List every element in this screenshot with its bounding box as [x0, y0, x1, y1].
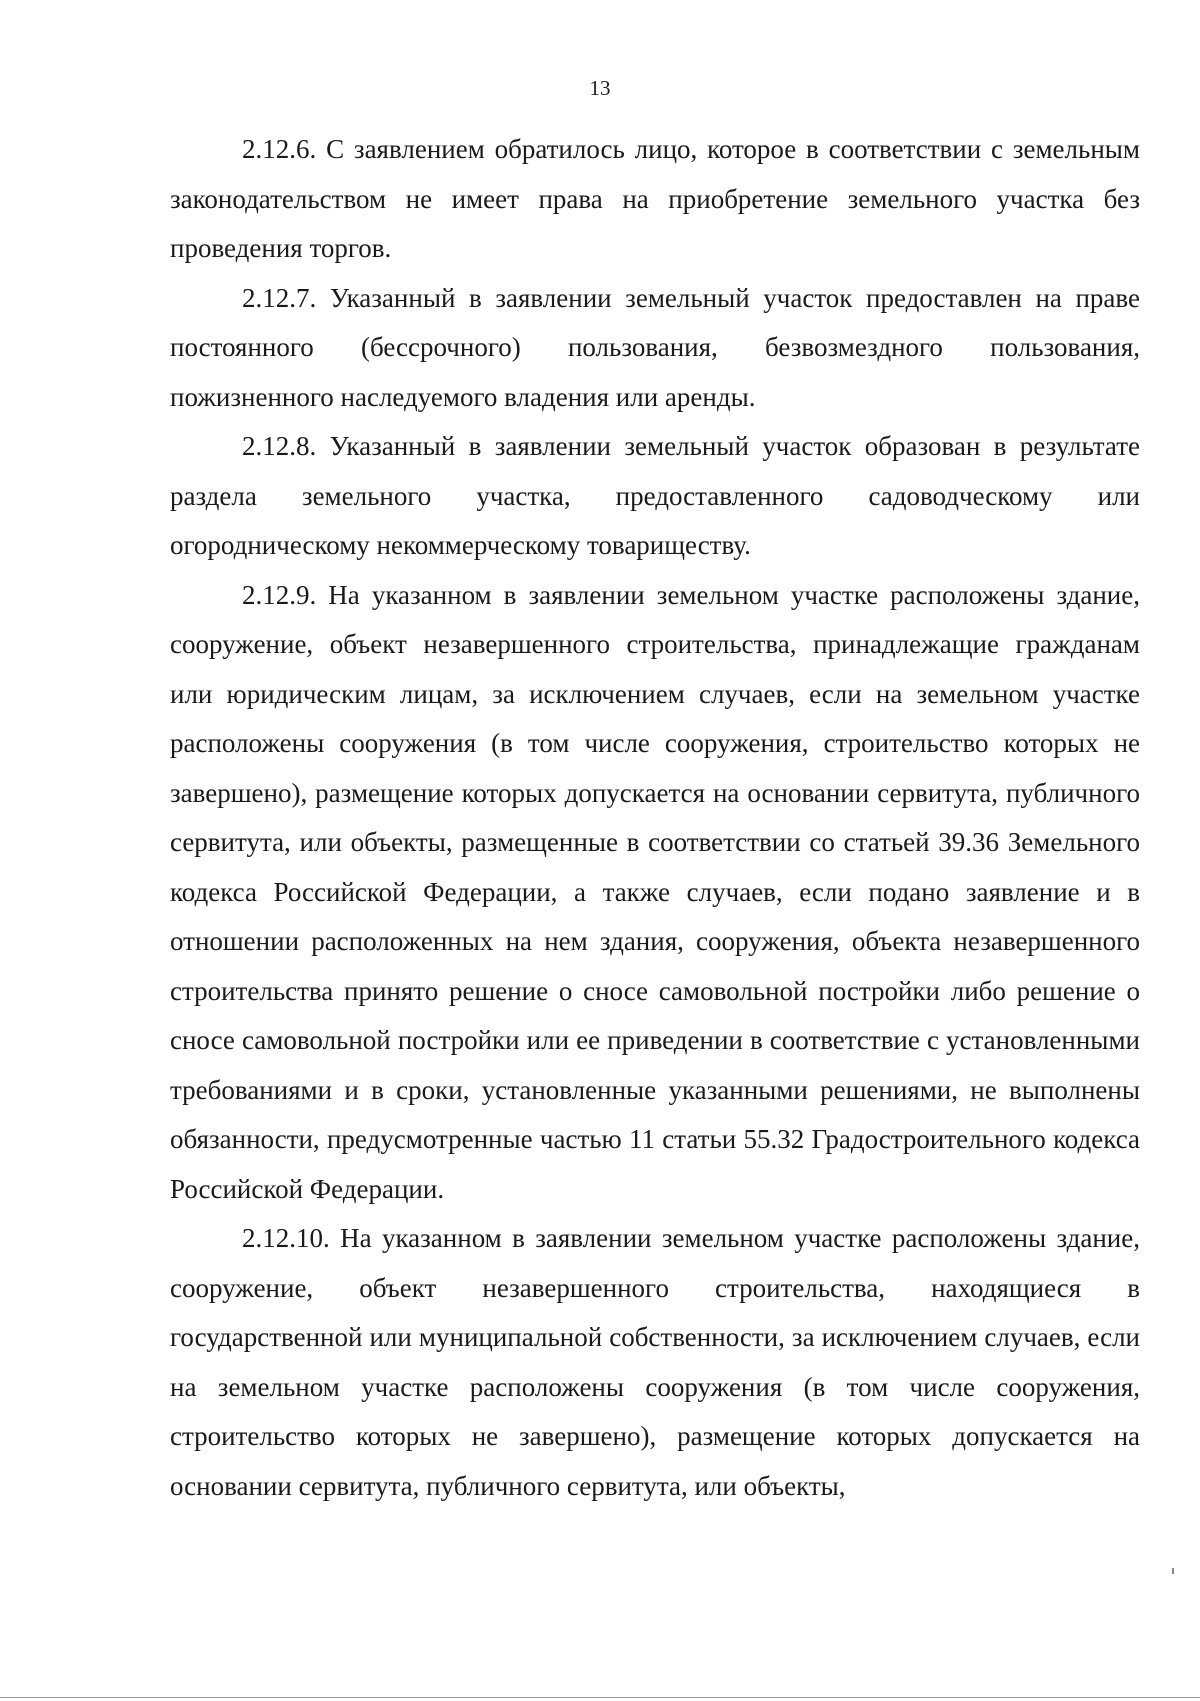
paragraph-2-12-9: 2.12.9. На указанном в заявлении земельном участке расположены здание, сооружение, объект незавершенного строительства, принадлежащие гражданам или юридическим лицам, за исключением случаев, если на земельном участке расположены сооружения (в том числе сооружения, строительство которых не завершено), размещение которых допускается на основании сервитута, публичного сервитута, или объекты, размещенные в соответствии со статьей 39.36 Земельного кодекса Российской Федерации, а также случаев, если подано заявление и в отношении расположенных на нем здания, сооружения, объекта незавершенного строительства принято решение о сносе самовольной постройки либо решение о сносе самовольной постройки или ее приведении в соответствие с установленными требованиями и в сроки, установленные указанными решениями, не выполнены обязанности, предусмотренные частью 11 статьи 55.32 Градостроительного кодекса Российской Федерации.: [170, 579, 1140, 1204]
scan-edge-line: [0, 1697, 1200, 1698]
paragraph-2-12-10: 2.12.10. На указанном в заявлении земельном участке расположены здание, сооружение, объект незавершенного строительства, находящиеся в государственной или муниципальной собственности, за исключением случаев, если на земельном участке расположены сооружения (в том числе сооружения, строительство которых не завершено), размещение которых допускается на основании сервитута, публичного сервитута, или объекты,: [170, 1223, 1140, 1501]
page-number: 13: [589, 76, 611, 100]
paragraph-2-12-7: 2.12.7. Указанный в заявлении земельный участок предоставлен на праве постоянного (бессрочного) пользования, безвозмездного пользования, пожизненного наследуемого владения или аренды.: [170, 282, 1140, 412]
paragraph-2-12-6: 2.12.6. С заявлением обратилось лицо, которое в соответствии с земельным законодательством не имеет права на приобретение земельного участка без проведения торгов.: [170, 134, 1140, 263]
scan-artifact-dot: [1172, 1568, 1174, 1574]
document-body: [170, 125, 1140, 1511]
paragraph-2-12-8: 2.12.8. Указанный в заявлении земельный участок образован в результате раздела земельного участка, предоставленного садоводческому или огородническому некоммерческому товариществу.: [170, 431, 1140, 560]
